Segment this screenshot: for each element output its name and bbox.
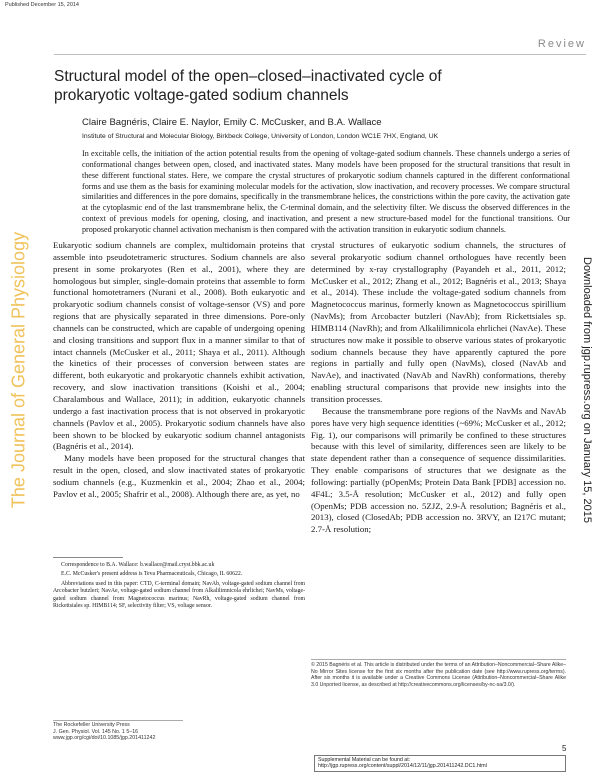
citation: J. Gen. Physiol. Vol. 145 No. 1 5–16 <box>53 728 139 735</box>
published-date: Published December 15, 2014 <box>5 2 79 8</box>
footnote-rule <box>53 557 123 558</box>
author-list: Claire Bagnéris, Claire E. Naylor, Emily C. McCusker, and B.A. Wallace <box>82 117 382 128</box>
affiliation: Institute of Structural and Molecular Biology, Birkbeck College, University of London, London WC1E 7HX, England, UK <box>82 133 439 140</box>
section-label: Review <box>537 38 586 50</box>
supplemental-link[interactable]: http://jgp.rupress.org/content/suppl/2014/12/11/jgp.201411242.DC1.html <box>318 763 487 770</box>
press-info <box>53 722 253 742</box>
page-number: 5 <box>562 744 567 753</box>
header-rule <box>54 54 586 55</box>
body-paragraph: Eukaryotic sodium channels are complex, multidomain proteins that assemble into pseudotetrameric structures. Sodium channels are also present in some prokaryotes (Ren et al., 2001), where they are homologous but simpler, single-domain proteins that assemble to form functional homotetramers (Nurani et al., 2008). Both eukaryotic and prokaryotic sodium channels consist of voltage-sensor (VS) and pore regions that are physically separated in three dimensions. Pore-only channels can be constructed, which are capable of undergoing opening and closing transitions and support flux in a manner similar to that of intact channels (McCusker et al., 2011; Shaya et al., 2011). Although the kinetics of their processes of conversion between states are different, both eukaryotic and prokaryotic channels exhibit activation, recovery, and slow inactivation transitions (Koishi et al., 2004; Charalambous and Wallace, 2011); in addition, eukaryotic channels undergo a fast inactivation process that is not observed in prokaryotic channels (Pavlov et al., 2005). Prokaryotic sodium channels have also been shown to be blocked by eukaryotic sodium channel antagonists (Bagnéris et al., 2014). <box>53 240 305 452</box>
publisher: The Rockefeller University Press <box>53 722 130 728</box>
download-notice-text: Downloaded from jgp.rupress.org on January 15, 2015 <box>581 257 593 523</box>
doi-link[interactable]: www.jgp.org/cgi/doi/10.1085/jgp.201411242 <box>53 735 156 742</box>
footnote-abbreviations: Abbreviations used in this paper: CTD, C-terminal domain; NavAb, voltage-gated sodium channel from Arcobacter butzleri; NavAe, voltage-gated sodium channel from Alkalilimnicola ehrlichei; NavMs, voltage-gated sodium channel from Magnetococcus marinus; NavRh, voltage-gated sodium channel from Rickettsiales sp. HIMB114; SF, selectivity filter; VS, voltage sensor. <box>53 580 305 610</box>
license-text: © 2015 Bagnéris et al. This article is distributed under the terms of an Attribution–Noncommercial–Share Alike–No Mirror Sites license for the first six months after the publication date (see http://www.rupress.org/terms). After six months it is available under a Creative Commons License (Attribution–Noncommercial–Share Alike 3.0 Unported license, as described at http://creativecommons.org/licenses/by-nc-sa/3.0/). <box>311 662 566 688</box>
body-paragraph: crystal structures of eukaryotic sodium channels, the structures of several prokaryotic sodium channel orthologues have recently been determined by x-ray crystallography (Payandeh et al., 2011, 2012; McCusker et al., 2012; Zhang et al., 2012; Bagnéris et al., 2013; Shaya et al., 2014). These include the voltage-gated sodium channels from Magnetococcus marinus, formerly known as Magnetococcus spirillium (NavMs); from Arcobacter butzleri (NavAb); from Rickettsiales sp. HIMB114 (NavRh); and from Alkalilimnicola ehrlichei (NavAe). These structures now make it possible to observe various states of prokaryotic sodium channels because they have apparently captured the pore regions in partially and fully open (NavMs), closed (NavAb and NavAe), and inactivated (NavAb and NavRh) conformations, thereby enabling structural comparisons that provide new insights into the transition processes. <box>311 240 566 404</box>
journal-name-text: The Journal of General Physiology <box>8 231 29 509</box>
footnote-address: E.C. McCusker's present address is Teva Pharmaceuticals, Chicago, IL 60622. <box>61 571 243 578</box>
journal-name-vertical <box>6 231 32 509</box>
body-paragraph: Because the transmembrane pore regions of the NavMs and NavAb pores have very high sequence identities (~69%; McCusker et al., 2012; Fig. 1), our comparisons will primarily be confined to these structures because with this level of similarity, differences seen are likely to be state dependent rather than a consequence of sequence dissimilarities. They enable comparisons of structures that we designate as the following: partially (pOpenMs; Protein Data Bank [PDB] accession no. 4F4L; 3.5-Å resolution; McCusker et al., 2012) and fully open (OpenMs; PDB accession no. 5ZJZ, 2.9-Å resolution; Bagnéris et al., 2013), closed (ClosedAb; PDB accession no. 3RVY, an I217C mutant; 2.7-Å resolution; <box>311 405 566 535</box>
article-title: Structural model of the open–closed–inactivated cycle of prokaryotic voltage-gated sodium channels <box>54 68 442 104</box>
body-column-right <box>311 240 566 536</box>
license-rule <box>311 659 566 660</box>
supplemental-label: Supplemental Material can be found at: <box>318 757 411 763</box>
footnotes <box>53 562 305 612</box>
press-rule <box>53 720 183 721</box>
footnote-correspondence: Correspondence to B.A. Wallace: b.wallace@mail.cryst.bbk.ac.uk <box>61 562 215 568</box>
download-notice-vertical <box>577 165 597 615</box>
supplemental-box[interactable] <box>314 755 566 772</box>
body-column-left <box>53 240 305 501</box>
abstract: In excitable cells, the initiation of the action potential results from the opening of voltage-gated sodium channels. These channels undergo a series of conformational changes between open, closed, and inactivated states. Many models have been proposed for the structural transitions that result in these different functional states. Here, we compare the crystal structures of prokaryotic sodium channels captured in the different conformational forms and use them as the basis for examining molecular models for the activation, slow inactivation, and recovery processes. We compare structural similarities and differences in the pore domains, specifically in the transmembrane helices, the constrictions within the pore cavity, the activation gate at the cytoplasmic end of the last transmembrane helix, the C-terminal domain, and the selectivity filter. We discuss the observed differences in the context of previous models for opening, closing, and inactivation, and present a new structure-based model for the functional transitions. Our proposed prokaryotic channel activation mechanism is then compared with the activation transition in eukaryotic sodium channels. <box>82 149 570 234</box>
body-paragraph: Many models have been proposed for the structural changes that result in the open, closed, and slow inactivated states of prokaryotic sodium channels (e.g., Kuzmenkin et al., 2004; Zhao et al., 2004; Pavlov et al., 2005; Shafrir et al., 2008). Although there are, as yet, no <box>53 453 305 499</box>
